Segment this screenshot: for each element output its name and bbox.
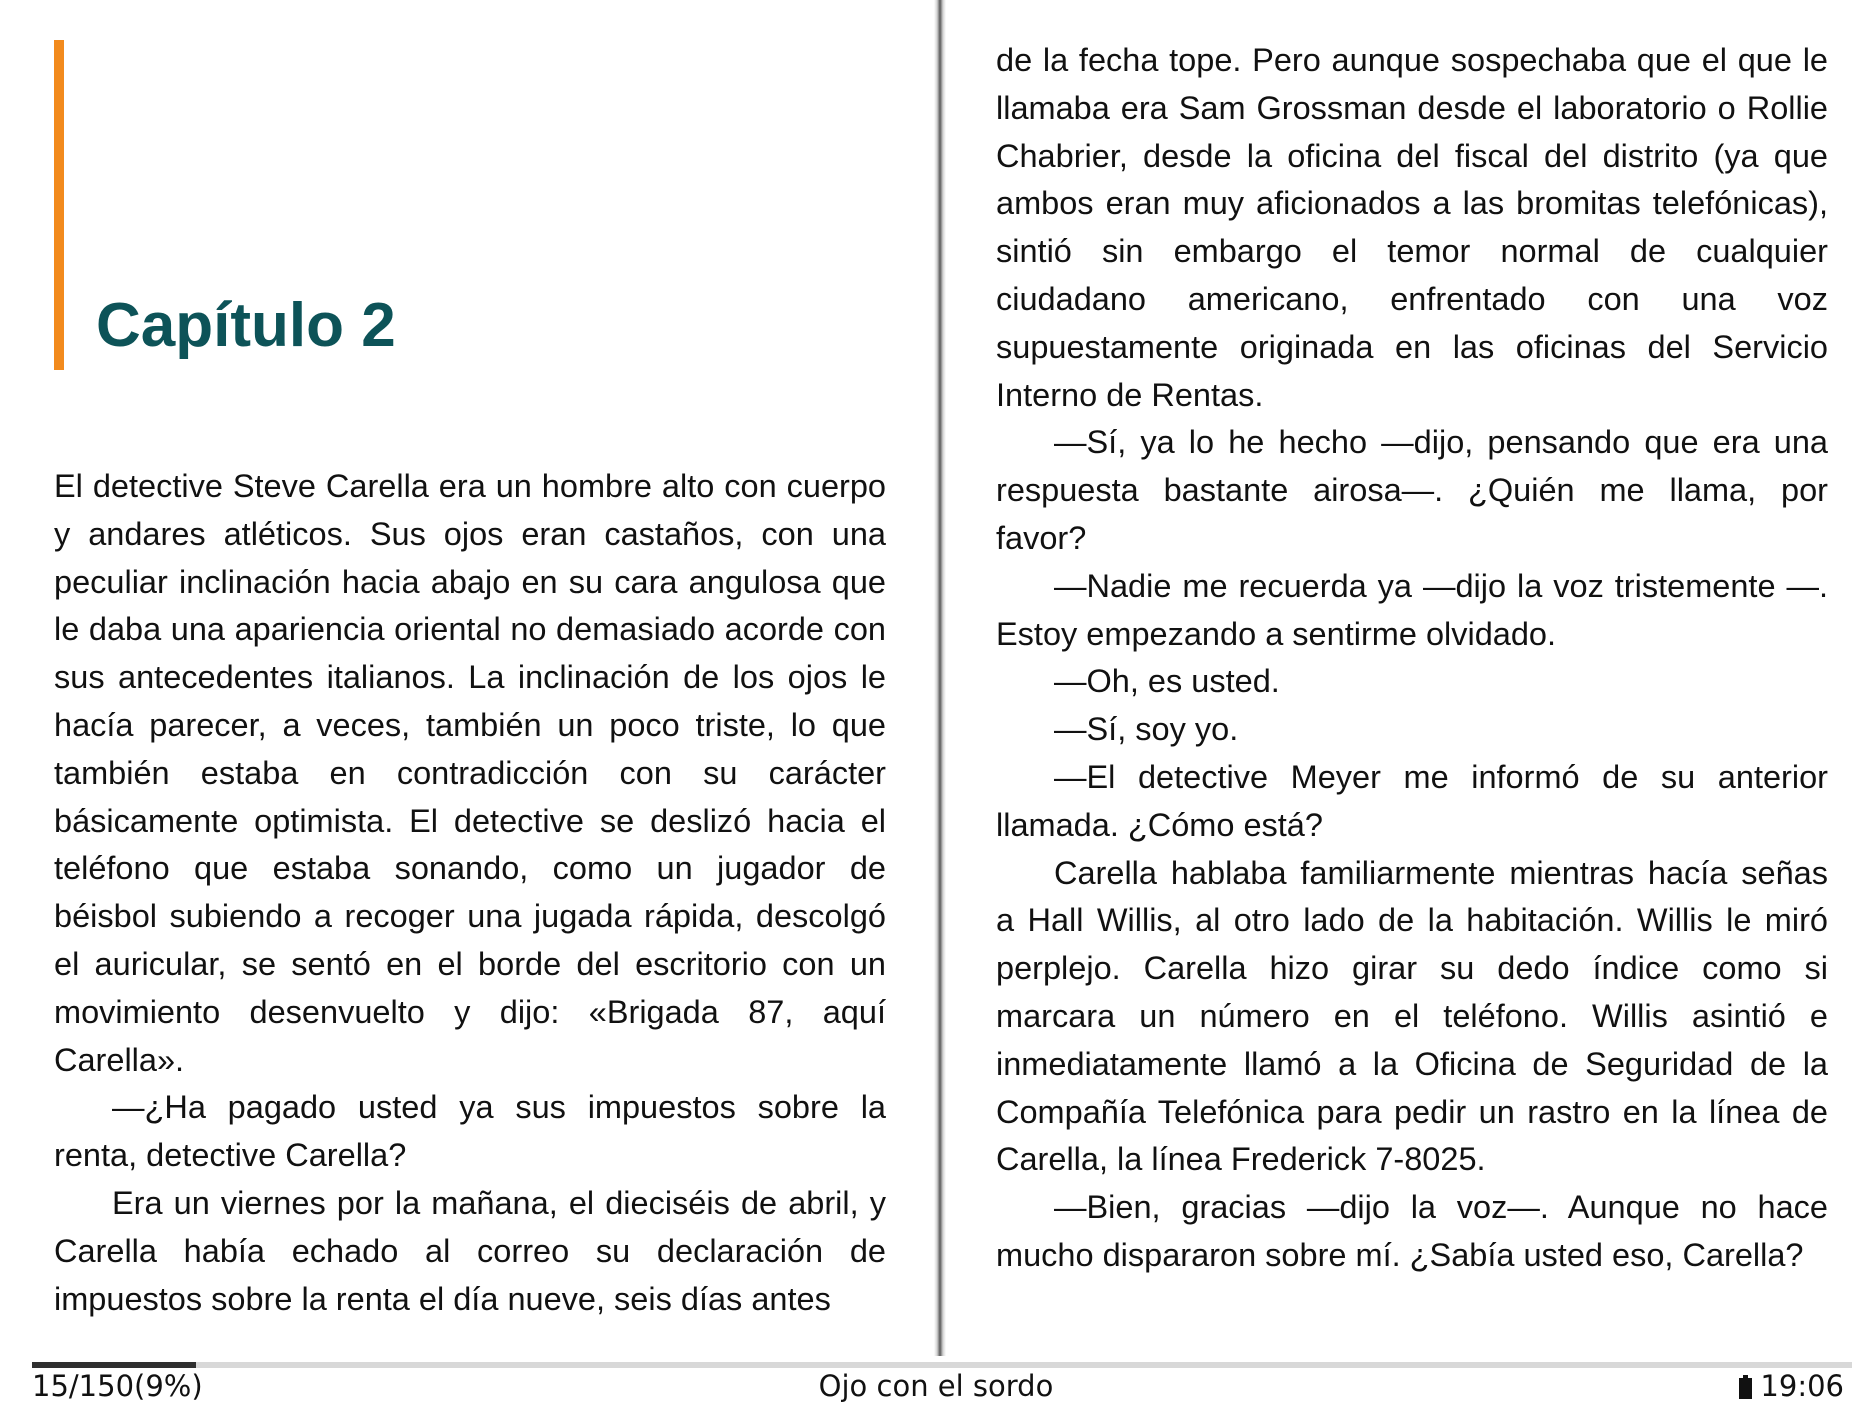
paragraph: —Oh, es usted. xyxy=(1054,663,1280,700)
paragraph: —El detective Meyer me informó de su anterior llamada. ¿Cómo está? xyxy=(996,758,1828,843)
paragraph: Era un viernes por la mañana, el dieciséis de abril, y Carella había echado al correo su declaración de impuestos sobre la renta el día nueve, seis días antes xyxy=(54,1184,886,1317)
paragraph: —Sí, ya lo he hecho —dijo, pensando que era una respuesta bastante airosa—. ¿Quién me llama, por favor? xyxy=(996,424,1828,556)
book-title: Ojo con el sordo xyxy=(818,1369,1054,1403)
clock: 19:06 xyxy=(1760,1369,1844,1403)
battery-icon xyxy=(1739,1375,1752,1399)
right-page[interactable] xyxy=(942,0,1872,1360)
left-page-text xyxy=(54,463,886,1323)
paragraph: —¿Ha pagado usted ya sus impuestos sobre la renta, detective Carella? xyxy=(54,1089,886,1174)
paragraph: —Sí, soy yo. xyxy=(1054,711,1239,748)
paragraph: de la fecha tope. Pero aunque sospechaba que el que le llamaba era Sam Grossman desde el laboratorio o Rollie Chabrier, desde la oficina del fiscal del distrito (ya que ambos eran muy aficionados a las bromitas telefónicas), sintió sin embargo el temor normal de cualquier ciudadano americano, enfrentado con una voz supuestamente originada en las oficinas del Servicio Interno de Rentas. xyxy=(996,42,1828,413)
page-counter[interactable]: 15/150(9%) xyxy=(32,1369,203,1403)
paragraph: —Nadie me recuerda ya —dijo la voz tristemente —. Estoy empezando a sentirme olvidado. xyxy=(996,567,1828,652)
clock-group xyxy=(1739,1368,1844,1404)
paragraph: El detective Steve Carella era un hombre alto con cuerpo y andares atléticos. Sus ojos eran castaños, con una peculiar inclinación hacia abajo en su cara angulosa que le daba una apariencia oriental no demasiado acorde con sus antecedentes italianos. La inclinación de los ojos le hacía parecer, a veces, también un poco triste, lo que también estaba en contradicción con su carácter básicamente optimista. El detective se deslizó hacia el teléfono que estaba sonando, como un jugador de béisbol subiendo a recoger una jugada rápida, descolgó el auricular, se sentó en el borde del escritorio con un movimiento desenvuelto y dijo: «Brigada 87, aquí Carella». xyxy=(54,468,886,1078)
right-page-text xyxy=(996,37,1828,1280)
status-bar xyxy=(0,1356,1872,1404)
paragraph: —Bien, gracias —dijo la voz—. Aunque no hace mucho dispararon sobre mí. ¿Sabía usted eso, Carella? xyxy=(996,1189,1828,1273)
chapter-title: Capítulo 2 xyxy=(96,291,396,360)
chapter-accent-bar xyxy=(54,40,64,370)
left-page[interactable] xyxy=(0,0,938,1360)
paragraph: Carella hablaba familiarmente mientras hacía señas a Hall Willis, al otro lado de la habitación. Willis le miró perplejo. Carella hizo girar su dedo índice como si marcara un número en el teléfono. Willis asintió e inmediatamente llamó a la Oficina de Seguridad de la Compañía Telefónica para pedir un rastro en la línea de Carella, la línea Frederick 7-8025. xyxy=(996,854,1828,1178)
